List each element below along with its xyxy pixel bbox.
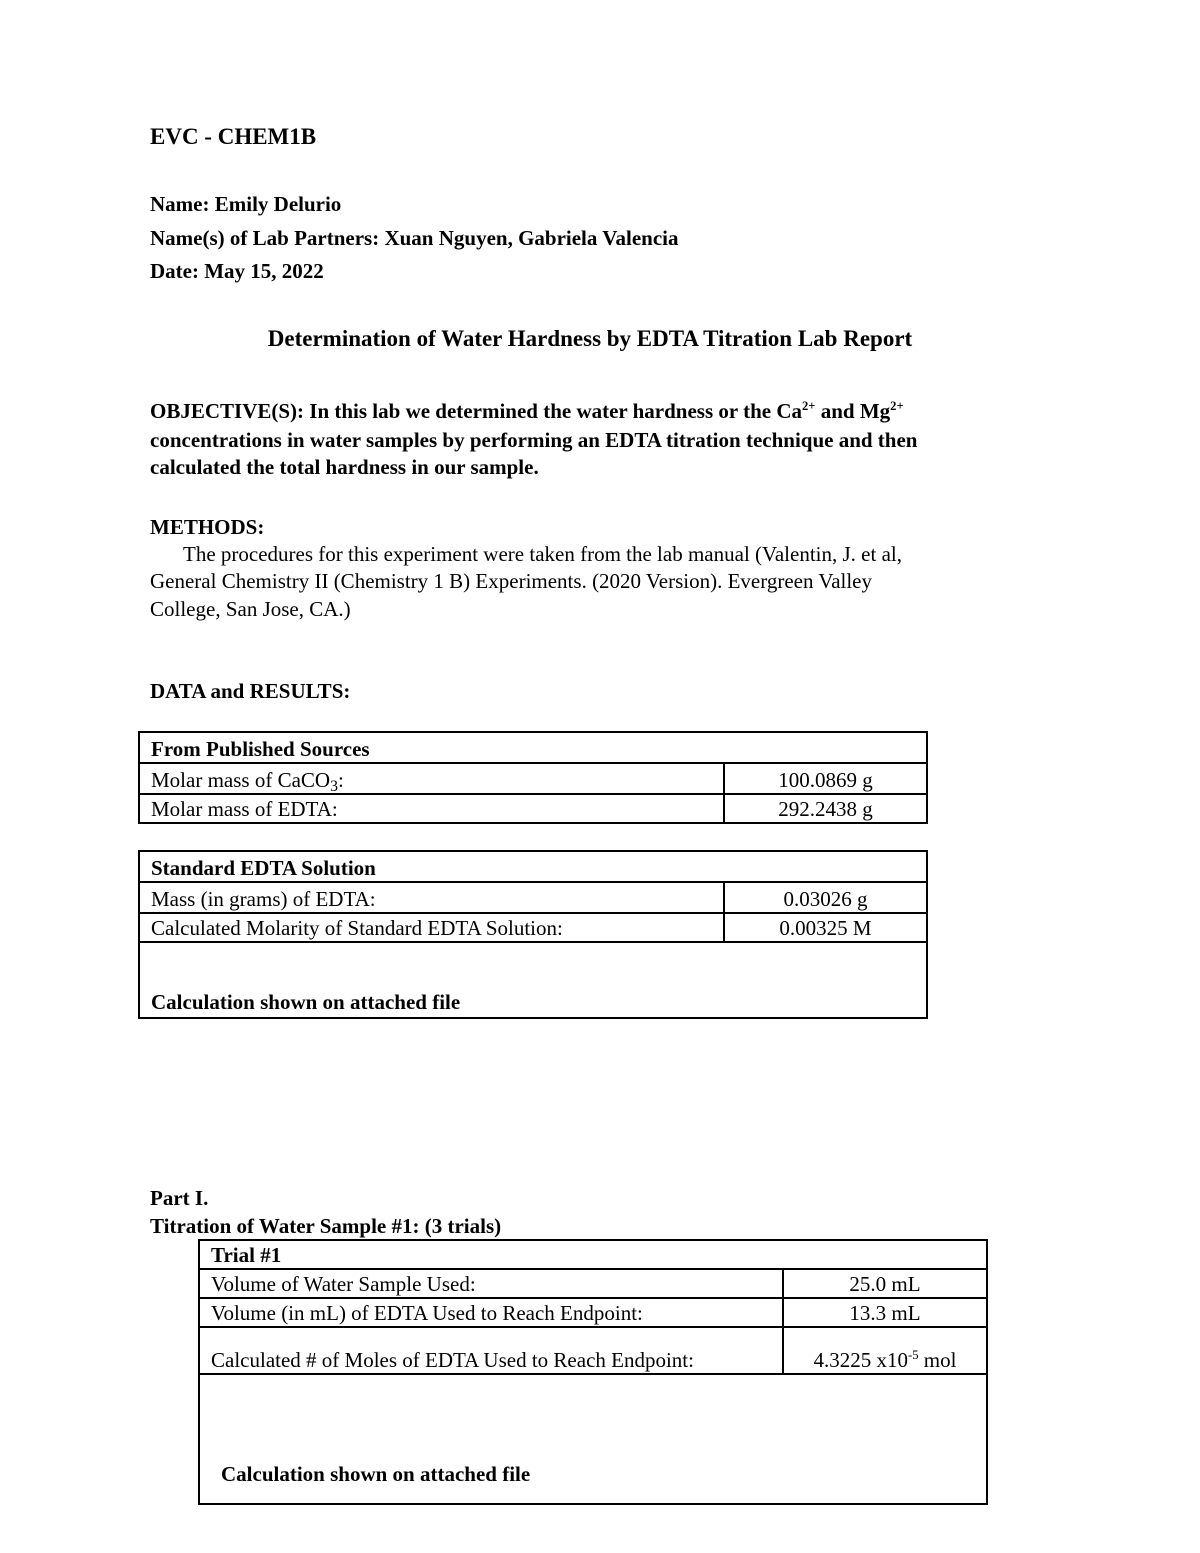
table-row: [199, 1327, 987, 1374]
trial-1-calc-note: Calculation shown on attached file: [199, 1374, 987, 1504]
date-line: [150, 259, 324, 284]
edta-moles-label: Calculated # of Moles of EDTA Used to Reach Endpoint:: [199, 1327, 783, 1374]
methods-line-3: College, San Jose, CA.): [150, 597, 351, 621]
edta-molarity-value: 0.00325 M: [724, 913, 927, 942]
partners-label: Name(s) of Lab Partners:: [150, 226, 380, 250]
table-row: [199, 1269, 987, 1298]
table-header-row: [139, 732, 927, 763]
objective-label: OBJECTIVE(S):: [150, 399, 305, 423]
edta-volume-label: Volume (in mL) of EDTA Used to Reach Endpoint:: [199, 1298, 783, 1327]
table-row: [199, 1374, 987, 1504]
objective-line-3: calculated the total hardness in our sample.: [150, 455, 539, 479]
standard-edta-header: Standard EDTA Solution: [139, 851, 927, 882]
table-header-row: [139, 851, 927, 882]
objective-line-2: concentrations in water samples by performing an EDTA titration technique and then: [150, 428, 918, 452]
trial-1-table: [198, 1239, 988, 1505]
edta-moles-value: 4.3225 $x10^{-5}$ mol: [783, 1327, 987, 1374]
table-row: [139, 913, 927, 942]
table-row: [139, 942, 927, 1018]
student-name: Emily Delurio: [214, 192, 342, 216]
edta-molarity-label: Calculated Molarity of Standard EDTA Solution:: [139, 913, 724, 942]
table-header-row: [199, 1240, 987, 1269]
lab-partners: Xuan Nguyen, Gabriela Valencia: [384, 226, 679, 250]
standard-edta-table: [138, 850, 928, 1019]
table-row: [139, 763, 927, 794]
methods-line-1: The procedures for this experiment were taken from the lab manual (Valentin, J. et al,: [183, 542, 902, 566]
edta-volume-value: 13.3 mL: [783, 1298, 987, 1327]
table-row: [139, 794, 927, 823]
course-heading: EVC - CHEM1B: [150, 124, 317, 149]
objective-text-2: and Mg: [820, 399, 891, 423]
lab-partners-line: [150, 226, 679, 251]
edta-mass-label: Mass (in grams) of EDTA:: [139, 882, 724, 913]
report-date: May 15, 2022: [204, 259, 324, 283]
edta-molar-mass-value: 292.2438 g: [724, 794, 927, 823]
methods-label: METHODS:: [150, 515, 265, 539]
calcium-charge: 2+: [802, 399, 816, 413]
part-1-label: Part I.: [150, 1186, 209, 1210]
water-sample-volume-value: 25.0 mL: [783, 1269, 987, 1298]
caco3-molar-mass-value: 100.0869 g: [724, 763, 927, 794]
table-row: [199, 1298, 987, 1327]
published-sources-header: From Published Sources: [139, 732, 927, 763]
date-label: Date:: [150, 259, 199, 283]
edta-molar-mass-label: Molar mass of EDTA:: [139, 794, 724, 823]
data-results-label: DATA and RESULTS:: [150, 679, 351, 703]
trial-1-header: Trial #1: [199, 1240, 987, 1269]
objective-text-1: In this lab we determined the water hardness or the Ca: [309, 399, 802, 423]
published-sources-table: [138, 731, 928, 824]
student-name-line: [150, 192, 341, 217]
water-sample-volume-label: Volume of Water Sample Used:: [199, 1269, 783, 1298]
name-label: Name:: [150, 192, 210, 216]
objective-line-1: [150, 399, 904, 424]
magnesium-charge: 2+: [890, 399, 904, 413]
caco3-molar-mass-label: Molar mass of CaCO$_3$:: [139, 763, 724, 794]
methods-line-2: General Chemistry II (Chemistry 1 B) Experiments. (2020 Version). Evergreen Valley: [150, 569, 872, 593]
report-title: Determination of Water Hardness by EDTA Titration Lab Report: [267, 326, 913, 351]
standard-edta-calc-note: Calculation shown on attached file: [139, 942, 927, 1018]
edta-mass-value: 0.03026 g: [724, 882, 927, 913]
part-1-subtitle: Titration of Water Sample #1: (3 trials): [150, 1214, 502, 1238]
table-row: [139, 882, 927, 913]
